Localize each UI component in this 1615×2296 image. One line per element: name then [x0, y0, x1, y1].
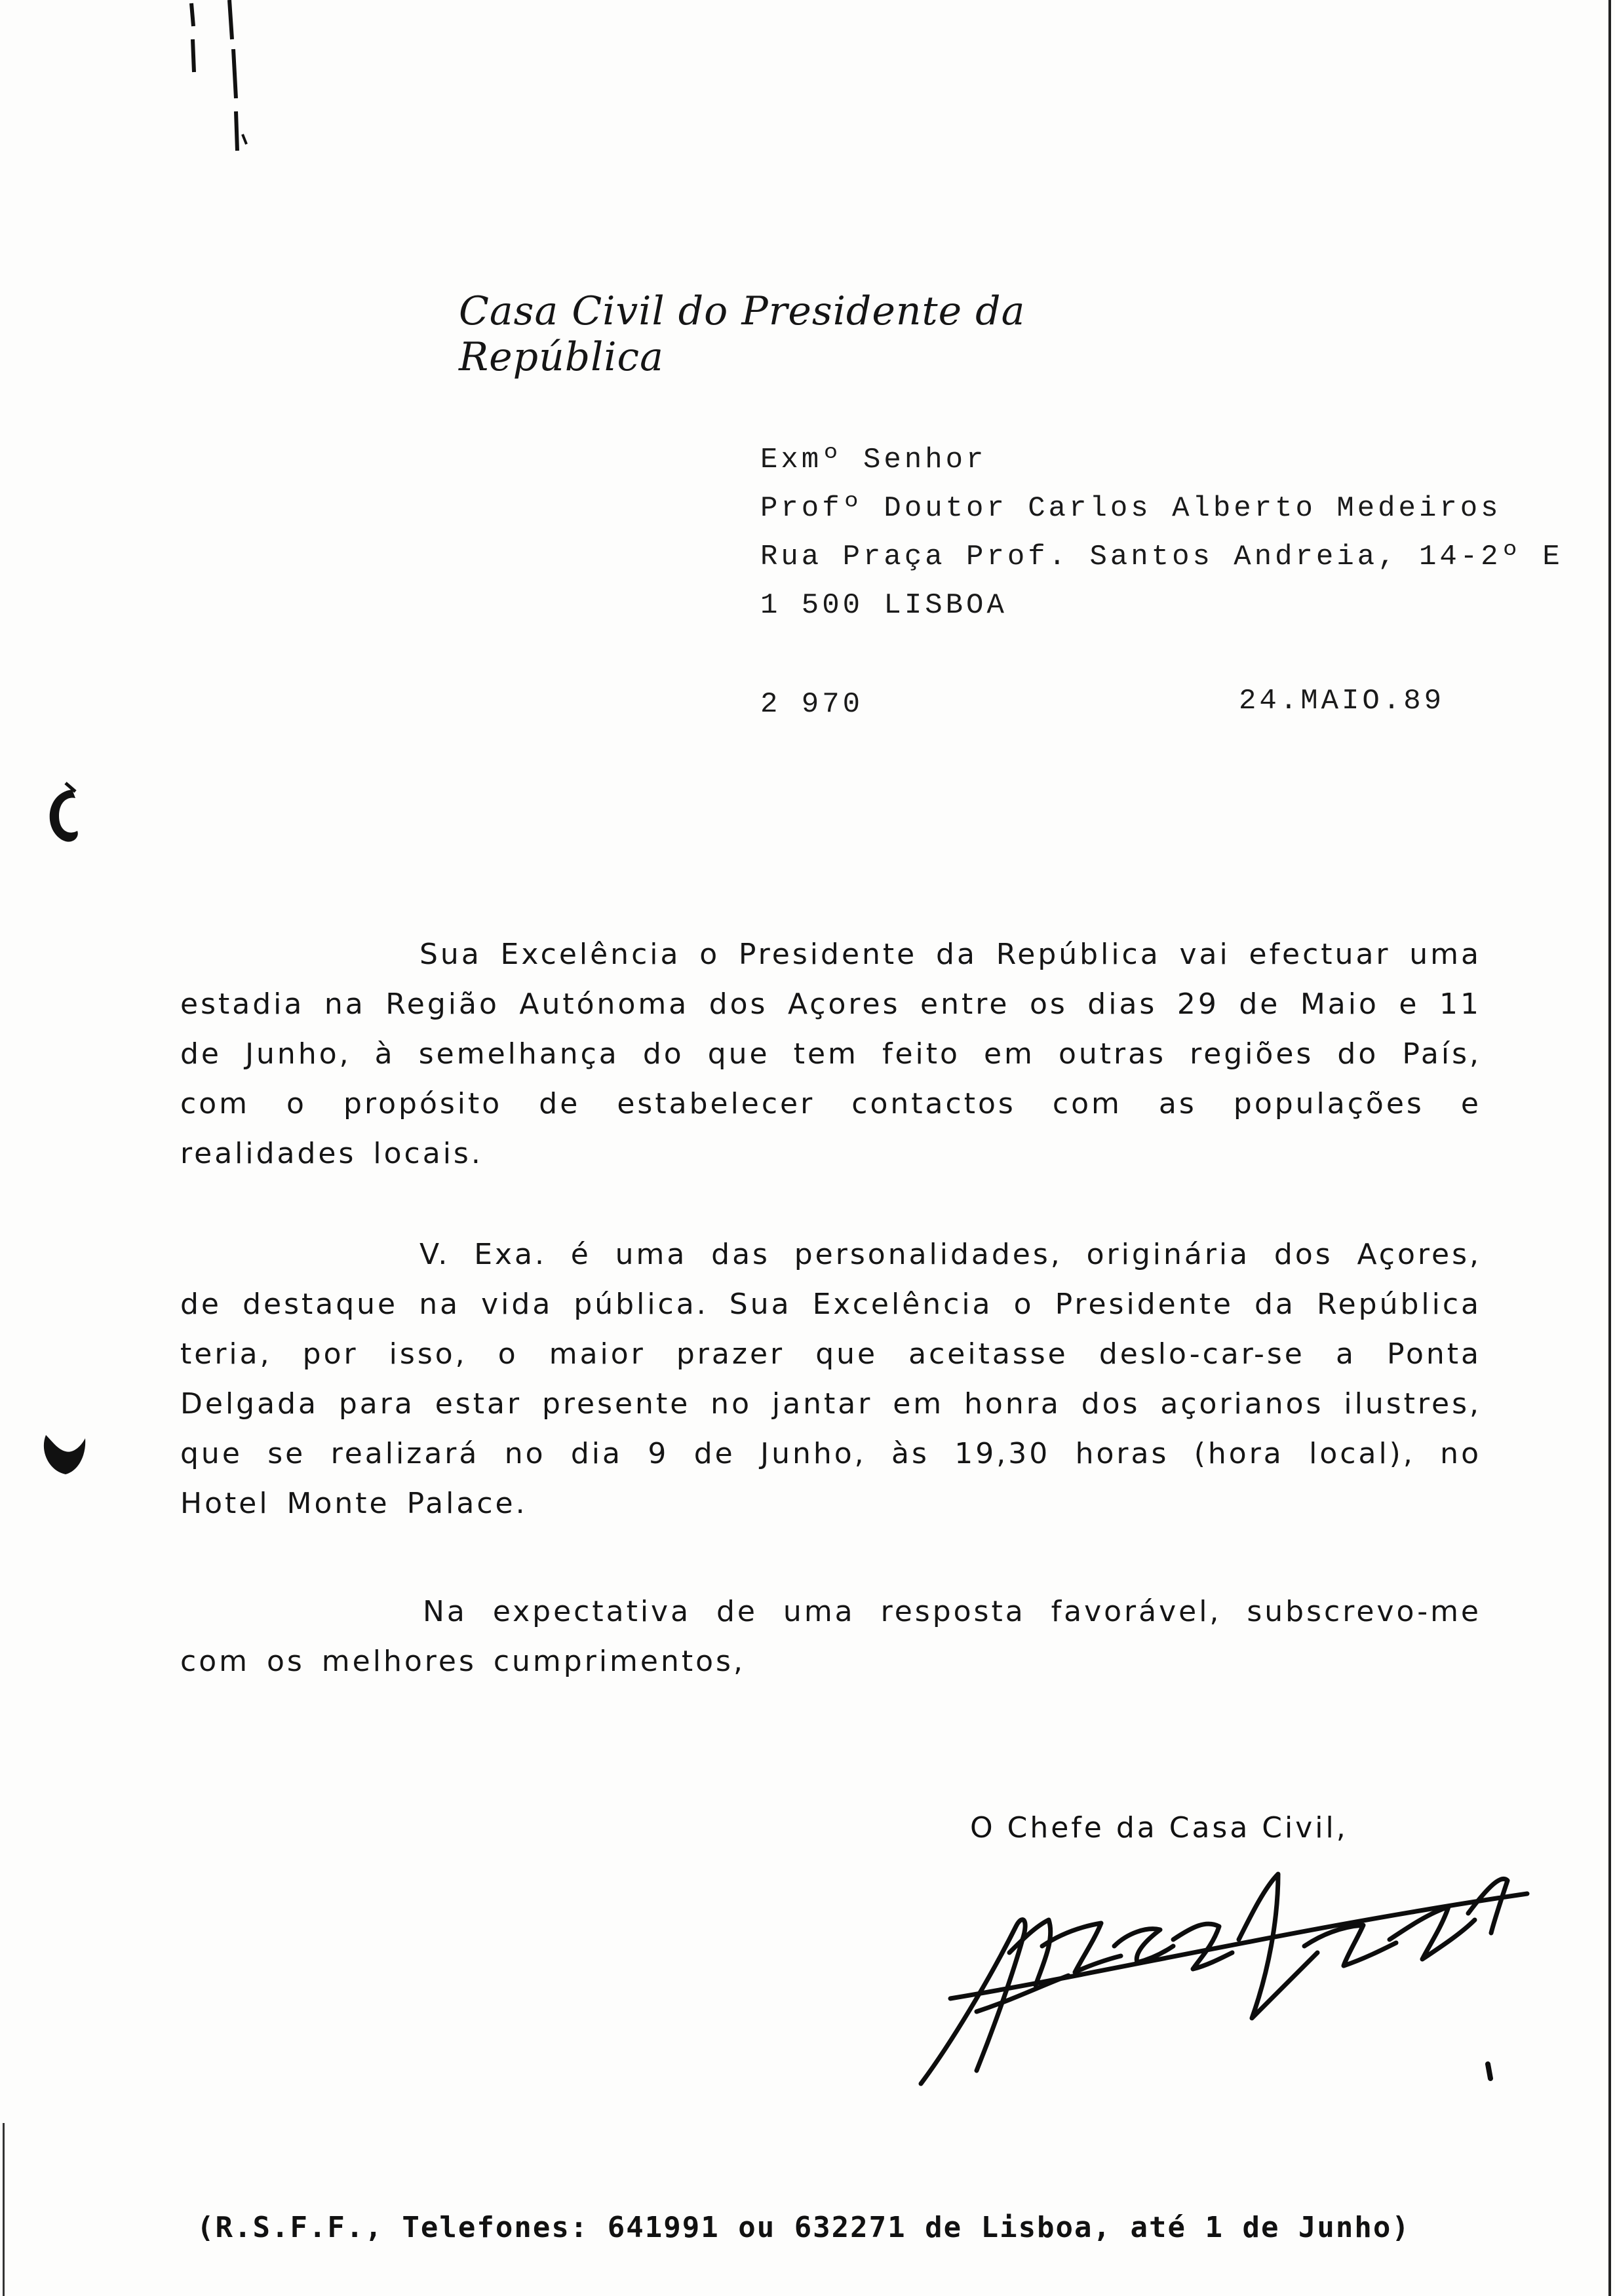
handwritten-signature: [911, 1848, 1540, 2097]
letterhead-title: Casa Civil do Presidente da República: [459, 288, 1026, 380]
closing-title: O Chefe da Casa Civil,: [970, 1811, 1348, 1845]
footer-note: (R.S.F.F., Telefones: 641991 ou 632271 de Lisboa, até 1 de Junho): [197, 2211, 1411, 2244]
recipient-city: 1 500 LISBOA: [760, 589, 1007, 622]
body-paragraph: V. Exa. é uma das personalidades, originária dos Açores, de destaque na vida pública. Sua Excelência o Presidente da República teria, por isso, o maior prazer que aceitasse deslo-car-se a Ponta Delgada para estar presente no jantar em honra dos açorianos ilustres, que se realizará no dia 9 de Junho, às 19,30 horas (hora local), no Hotel Monte Palace.: [180, 1238, 1481, 1520]
staple-marks: [164, 0, 295, 170]
letter-date: 24.MAIO.89: [1239, 685, 1445, 718]
body-paragraph: Na expectativa de uma resposta favorável, subscrevo-me com os melhores cumprimentos,: [180, 1595, 1481, 1678]
scan-edge-left: [3, 2123, 5, 2296]
recipient-salutation: Exmº Senhor: [760, 444, 987, 476]
body-paragraph: Sua Excelência o Presidente da República vai efectuar uma estadia na Região Autónoma dos Açores entre os dias 29 de Maio e 11 de Junho, à semelhança do que tem feito em outras regiões do País, com o propósito de estabelecer contactos com as populações e realidades locais.: [180, 938, 1481, 1170]
scan-edge-right: [1608, 0, 1611, 2296]
punch-hole-mark: [39, 780, 85, 852]
recipient-address: [760, 436, 1580, 630]
reference-number: 2 970: [760, 688, 864, 721]
punch-hole-mark: [39, 1422, 92, 1481]
letterhead: [459, 288, 1114, 380]
recipient-name: Profº Doutor Carlos Alberto Medeiros: [760, 492, 1502, 525]
recipient-street: Rua Praça Prof. Santos Andreia, 14-2º E: [760, 541, 1563, 573]
